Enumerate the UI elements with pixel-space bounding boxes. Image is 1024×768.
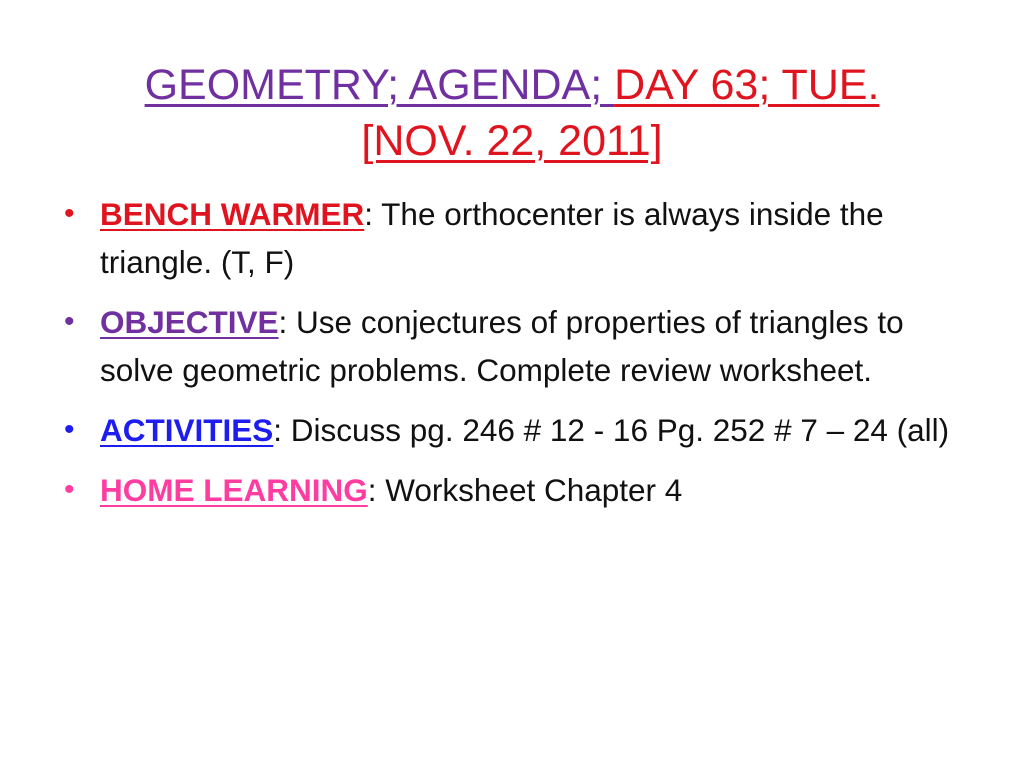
agenda-item-bench-warmer [60, 190, 960, 286]
bullet-dot-icon: • [64, 305, 75, 338]
home-learning-text: : Worksheet Chapter 4 [367, 472, 683, 508]
bullet-dot-icon: • [64, 197, 75, 230]
bench-warmer-text: : The orthocenter is always inside the triangle. (T, F) [100, 196, 884, 280]
bench-warmer-label: BENCH WARMER [100, 196, 365, 232]
agenda-list [60, 190, 960, 514]
agenda-item-home-learning [60, 466, 960, 514]
objective-text: : Use conjectures of properties of triangles to solve geometric problems. Complete review worksheet. [100, 304, 904, 388]
agenda-content [60, 190, 960, 526]
bullet-dot-icon: • [64, 413, 75, 446]
slide-title [40, 57, 984, 169]
title-day: DAY 63; TUE. [614, 60, 880, 109]
title-date: [NOV. 22, 2011] [361, 116, 663, 165]
agenda-item-activities [60, 406, 960, 454]
agenda-item-objective [60, 298, 960, 394]
activities-text: : Discuss pg. 246 # 12 - 16 Pg. 252 # 7 – 24 (all) [273, 412, 950, 448]
bullet-dot-icon: • [64, 473, 75, 506]
activities-label: ACTIVITIES [100, 412, 274, 448]
objective-label: OBJECTIVE [100, 304, 279, 340]
title-course-agenda: GEOMETRY; AGENDA; [144, 60, 615, 109]
home-learning-label: HOME LEARNING [100, 472, 368, 508]
